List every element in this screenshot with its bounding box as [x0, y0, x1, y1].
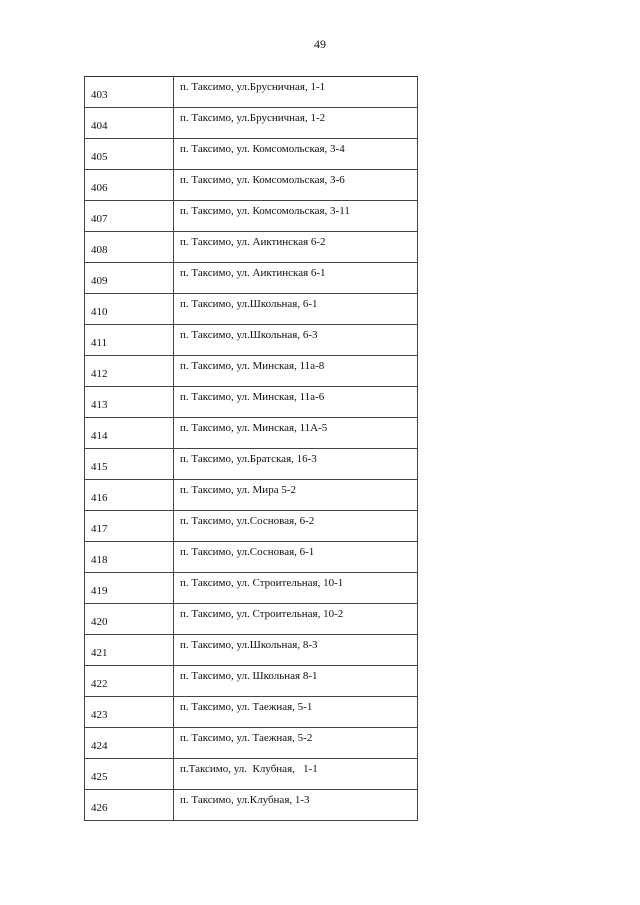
- table-row: [85, 263, 418, 294]
- address-cell: п. Таксимо, ул. Аиктинская 6-2: [174, 232, 418, 263]
- row-number: 422: [91, 678, 108, 690]
- row-number: 421: [91, 647, 108, 659]
- row-number: 409: [91, 275, 108, 287]
- table-row: [85, 418, 418, 449]
- address-cell: п. Таксимо, ул. Строительная, 10-1: [174, 573, 418, 604]
- table-row: [85, 77, 418, 108]
- address-cell: п. Таксимо, ул. Таежная, 5-1: [174, 697, 418, 728]
- address-cell: п. Таксимо, ул.Брусничная, 1-2: [174, 108, 418, 139]
- table-row: [85, 511, 418, 542]
- address-cell: п. Таксимо, ул. Школьная 8-1: [174, 666, 418, 697]
- row-number: 408: [91, 244, 108, 256]
- table-row: [85, 666, 418, 697]
- row-number-cell: [85, 480, 174, 511]
- address-cell: п. Таксимо, ул.Сосновая, 6-2: [174, 511, 418, 542]
- row-number: 423: [91, 709, 108, 721]
- table-row: [85, 480, 418, 511]
- address-cell: п. Таксимо, ул. Таежная, 5-2: [174, 728, 418, 759]
- table-row: [85, 108, 418, 139]
- address-cell: п. Таксимо, ул. Комсомольская, 3-6: [174, 170, 418, 201]
- row-number-cell: [85, 356, 174, 387]
- table-row: [85, 170, 418, 201]
- row-number-cell: [85, 542, 174, 573]
- row-number-cell: [85, 573, 174, 604]
- address-cell: п. Таксимо, ул. Минская, 11А-5: [174, 418, 418, 449]
- row-number: 418: [91, 554, 108, 566]
- row-number: 416: [91, 492, 108, 504]
- row-number: 415: [91, 461, 108, 473]
- row-number-cell: [85, 108, 174, 139]
- row-number: 419: [91, 585, 108, 597]
- address-cell: п. Таксимо, ул.Сосновая, 6-1: [174, 542, 418, 573]
- address-cell: п.Таксимо, ул. Клубная, 1-1: [174, 759, 418, 790]
- address-cell: п. Таксимо, ул. Аиктинская 6-1: [174, 263, 418, 294]
- row-number: 414: [91, 430, 108, 442]
- row-number-cell: [85, 511, 174, 542]
- address-cell: п. Таксимо, ул.Школьная, 6-1: [174, 294, 418, 325]
- row-number: 406: [91, 182, 108, 194]
- table-row: [85, 573, 418, 604]
- address-cell: п. Таксимо, ул.Брусничная, 1-1: [174, 77, 418, 108]
- address-table: [84, 76, 418, 821]
- table-row: [85, 759, 418, 790]
- table-row: [85, 790, 418, 821]
- table-row: [85, 728, 418, 759]
- address-cell: п. Таксимо, ул.Школьная, 8-3: [174, 635, 418, 666]
- row-number: 403: [91, 89, 108, 101]
- row-number-cell: [85, 139, 174, 170]
- address-cell: п. Таксимо, ул. Строительная, 10-2: [174, 604, 418, 635]
- row-number-cell: [85, 418, 174, 449]
- row-number: 411: [91, 337, 108, 349]
- row-number-cell: [85, 232, 174, 263]
- row-number: 404: [91, 120, 108, 132]
- row-number: 420: [91, 616, 108, 628]
- row-number: 413: [91, 399, 108, 411]
- table-row: [85, 356, 418, 387]
- address-cell: п. Таксимо, ул. Минская, 11а-6: [174, 387, 418, 418]
- row-number-cell: [85, 170, 174, 201]
- row-number-cell: [85, 263, 174, 294]
- address-cell: п. Таксимо, ул. Комсомольская, 3-4: [174, 139, 418, 170]
- row-number: 412: [91, 368, 108, 380]
- row-number: 426: [91, 802, 108, 814]
- row-number-cell: [85, 666, 174, 697]
- page-number: 49: [314, 37, 326, 51]
- address-cell: п. Таксимо, ул.Братская, 16-3: [174, 449, 418, 480]
- row-number-cell: [85, 77, 174, 108]
- row-number: 424: [91, 740, 108, 752]
- address-table-body: [85, 77, 418, 821]
- row-number-cell: [85, 759, 174, 790]
- row-number-cell: [85, 387, 174, 418]
- table-row: [85, 449, 418, 480]
- row-number: 405: [91, 151, 108, 163]
- table-row: [85, 325, 418, 356]
- table-row: [85, 232, 418, 263]
- address-cell: п. Таксимо, ул. Минская, 11а-8: [174, 356, 418, 387]
- table-row: [85, 294, 418, 325]
- table-row: [85, 542, 418, 573]
- row-number-cell: [85, 449, 174, 480]
- table-row: [85, 139, 418, 170]
- row-number-cell: [85, 790, 174, 821]
- row-number: 417: [91, 523, 108, 535]
- table-row: [85, 635, 418, 666]
- table-row: [85, 604, 418, 635]
- row-number: 410: [91, 306, 108, 318]
- row-number-cell: [85, 325, 174, 356]
- address-cell: п. Таксимо, ул.Клубная, 1-3: [174, 790, 418, 821]
- address-cell: п. Таксимо, ул. Комсомольская, 3-11: [174, 201, 418, 232]
- address-cell: п. Таксимо, ул.Школьная, 6-3: [174, 325, 418, 356]
- row-number: 407: [91, 213, 108, 225]
- row-number-cell: [85, 294, 174, 325]
- row-number-cell: [85, 604, 174, 635]
- row-number-cell: [85, 697, 174, 728]
- table-row: [85, 201, 418, 232]
- table-row: [85, 697, 418, 728]
- row-number-cell: [85, 728, 174, 759]
- table-row: [85, 387, 418, 418]
- address-cell: п. Таксимо, ул. Мира 5-2: [174, 480, 418, 511]
- row-number: 425: [91, 771, 108, 783]
- row-number-cell: [85, 635, 174, 666]
- row-number-cell: [85, 201, 174, 232]
